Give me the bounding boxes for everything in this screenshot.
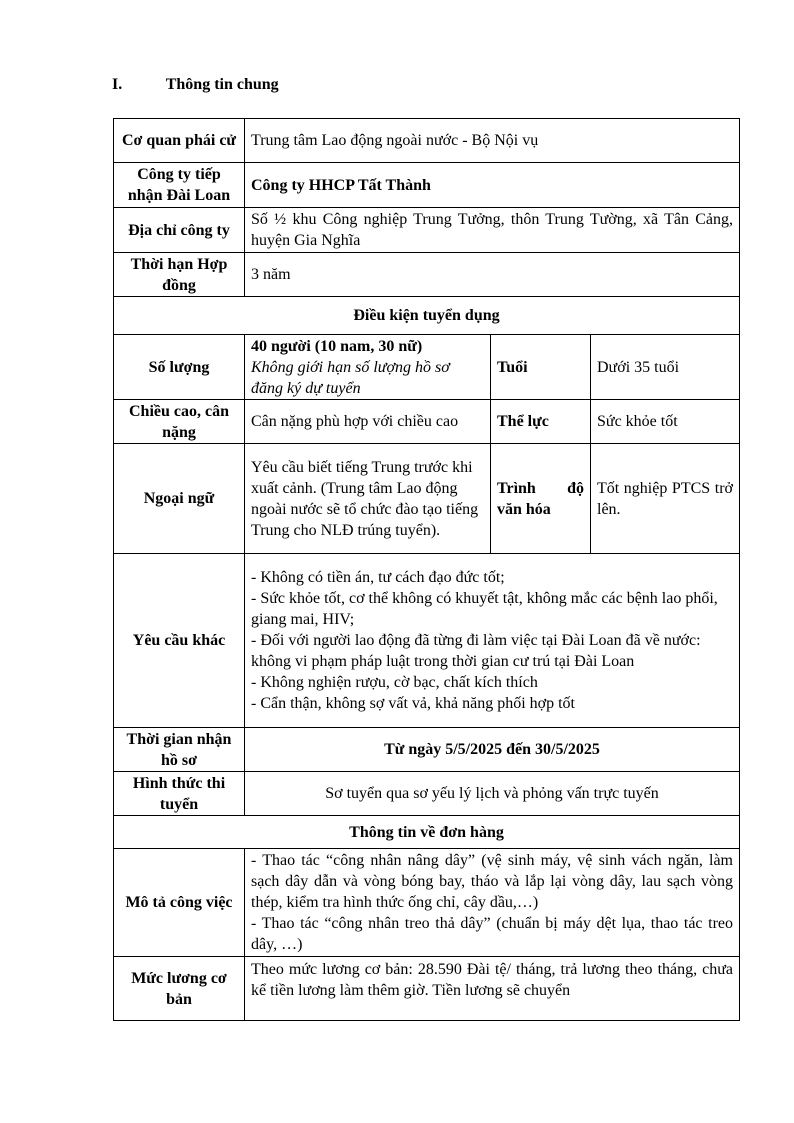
other-list (245, 554, 740, 728)
table-row (114, 253, 740, 297)
table-row (114, 849, 740, 957)
other-label: Yêu cầu khác (114, 554, 245, 728)
term-label: Thời hạn Hợp đồng (114, 253, 245, 297)
list-item: - Đối với người lao động đã từng đi làm việc tại Đài Loan đã về nước: không vi phạm pháp luật trong thời gian cư trú tại Đài Loan (251, 632, 701, 670)
section-heading (112, 76, 279, 94)
table-row (114, 444, 740, 554)
recruitment-title: Điều kiện tuyển dụng (114, 297, 740, 335)
quantity-note: Không giới hạn số lượng hồ sơ đăng ký dự tuyển (251, 358, 450, 397)
job-label: Mô tả công việc (114, 849, 245, 957)
age-label: Tuổi (491, 335, 591, 400)
company-label: Công ty tiếp nhận Đài Loan (114, 163, 245, 208)
list-item: - Cẩn thận, không sợ vất vả, khả năng phối hợp tốt (251, 695, 575, 712)
education-label: Trình độ văn hóa (491, 444, 591, 554)
language-label: Ngoại ngữ (114, 444, 245, 554)
format-value: Sơ tuyển qua sơ yếu lý lịch và phỏng vấn trực tuyến (245, 772, 740, 816)
agency-value: Trung tâm Lao động ngoài nước - Bộ Nội vụ (245, 119, 740, 163)
height-value: Cân nặng phù hợp với chiều cao (245, 400, 491, 444)
address-label: Địa chỉ công ty (114, 208, 245, 253)
quantity-cell (245, 335, 491, 400)
salary-value: Theo mức lương cơ bản: 28.590 Đài tệ/ tháng, trả lương theo tháng, chưa kể tiền lương làm thêm giờ. Tiền lương sẽ chuyển (245, 957, 740, 1021)
company-value: Công ty HHCP Tất Thành (245, 163, 740, 208)
table-row (114, 335, 740, 400)
term-value: 3 năm (245, 253, 740, 297)
age-value: Dưới 35 tuổi (591, 335, 740, 400)
table-row (114, 208, 740, 253)
table-row (114, 728, 740, 772)
fitness-value: Sức khỏe tốt (591, 400, 740, 444)
table-row (114, 957, 740, 1021)
section-number: I. (112, 76, 123, 93)
list-item: - Không có tiền án, tư cách đạo đức tốt; (251, 569, 505, 586)
table-row (114, 772, 740, 816)
height-label: Chiều cao, cân nặng (114, 400, 245, 444)
period-value: Từ ngày 5/5/2025 đến 30/5/2025 (245, 728, 740, 772)
list-item: - Thao tác “công nhân treo thả dây” (chuẩn bị máy dệt lụa, thao tác treo dây, …) (251, 915, 733, 953)
table-row (114, 400, 740, 444)
list-item: - Không nghiện rượu, cờ bạc, chất kích thích (251, 674, 538, 691)
table-row (114, 119, 740, 163)
fitness-label: Thể lực (491, 400, 591, 444)
education-value: Tốt nghiệp PTCS trở lên. (591, 444, 740, 554)
salary-label: Mức lương cơ bản (114, 957, 245, 1021)
list-item: - Thao tác “công nhân nâng dây” (vệ sinh máy, vệ sinh vách ngăn, làm sạch dây dẫn và vòng bóng bay, tháo và lắp lại vòng dây, lau sạch vòng thép, kiểm tra hình thức ống chỉ, cây dầu,…) (251, 852, 733, 911)
agency-label: Cơ quan phái cử (114, 119, 245, 163)
format-label: Hình thức thi tuyển (114, 772, 245, 816)
quantity-label: Số lượng (114, 335, 245, 400)
quantity-value: 40 người (10 nam, 30 nữ) (251, 337, 423, 355)
job-list (245, 849, 740, 957)
list-item: - Sức khỏe tốt, cơ thể không có khuyết tật, không mắc các bệnh lao phổi, giang mai, HIV; (251, 590, 718, 628)
language-value: Yêu cầu biết tiếng Trung trước khi xuất cảnh. (Trung tâm Lao động ngoài nước sẽ tổ chức đào tạo tiếng Trung cho NLĐ trúng tuyển). (245, 444, 491, 554)
period-label: Thời gian nhận hồ sơ (114, 728, 245, 772)
section-title: Thông tin chung (165, 76, 279, 93)
address-value: Số ½ khu Công nghiệp Trung Tưởng, thôn Trung Tường, xã Tân Cảng, huyện Gia Nghĩa (245, 208, 740, 253)
table-row (114, 297, 740, 335)
info-table (113, 118, 740, 1021)
table-row (114, 816, 740, 849)
table-row (114, 554, 740, 728)
order-title: Thông tin về đơn hàng (114, 816, 740, 849)
table-row (114, 163, 740, 208)
